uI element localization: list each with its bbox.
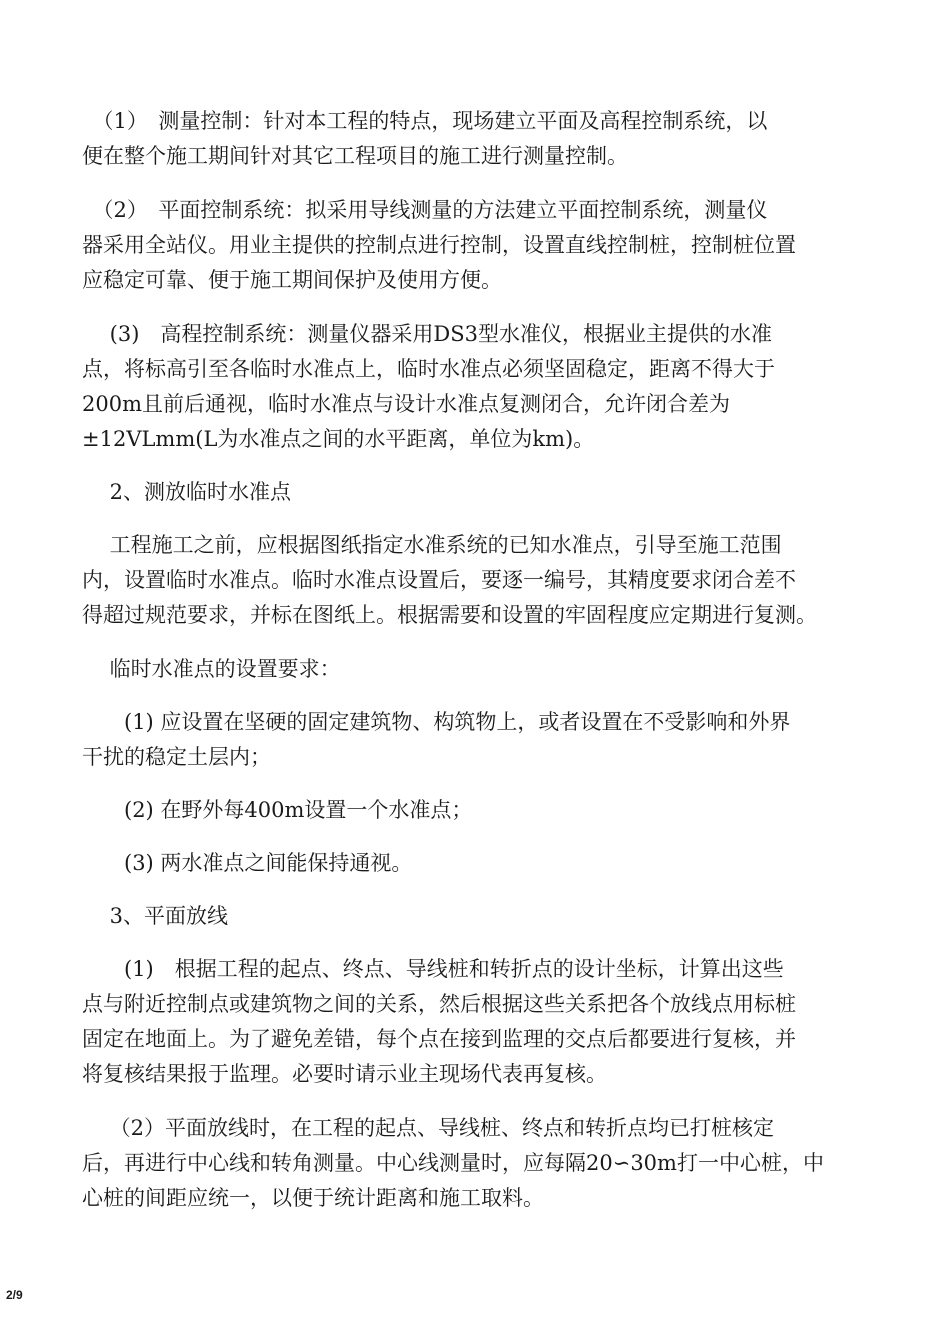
text-line: 便在整个施工期间针对其它工程项目的施工进行测量控制。 [82,144,628,168]
text-line: 器采用全站仪。用业主提供的控制点进行控制，设置直线控制桩，控制桩位置 [82,233,796,257]
paragraph-measure-control [82,104,872,174]
text-line: 点与附近控制点或建筑物之间的关系，然后根据这些关系把各个放线点用标桩 [82,992,796,1016]
text-line: (1) 应设置在坚硬的固定建筑物、构筑物上，或者设置在不受影响和外界 [82,710,791,734]
paragraph-layout-2 [82,1111,872,1216]
list-item-requirement-2 [82,793,872,828]
paragraph-elevation-control-system [82,317,872,457]
text-line: ±12VLmm(L为水准点之间的水平距离，单位为km)。 [82,427,595,451]
text-line: 工程施工之前，应根据图纸指定水准系统的已知水准点，引导至施工范围 [82,533,782,557]
text-line: 点，将标高引至各临时水准点上，临时水准点必须坚固稳定，距离不得大于 [82,357,775,381]
text-line: 将复核结果报于监理。必要时请示业主现场代表再复核。 [82,1062,607,1086]
text-line: 200m且前后通视，临时水准点与设计水准点复测闭合，允许闭合差为 [82,392,730,416]
text-line: (3) 高程控制系统：测量仪器采用DS3型水准仪，根据业主提供的水准 [82,322,773,346]
page-number: 2/9 [6,1288,23,1302]
paragraph-layout-1 [82,952,872,1092]
paragraph-plane-control-system [82,193,872,298]
text-line: 内，设置临时水准点。临时水准点设置后，要逐一编号，其精度要求闭合差不 [82,568,796,592]
text-line: 后，再进行中心线和转角测量。中心线测量时，应每隔20∽30m打一中心桩，中 [82,1151,824,1175]
text-line: (3) 两水准点之间能保持通视。 [82,851,413,875]
heading-section-2 [82,475,872,510]
section-heading: 2、测放临时水准点 [82,480,292,504]
list-item-requirement-3 [82,846,872,881]
heading-section-3 [82,899,872,934]
text-line: （1） 测量控制：针对本工程的特点，现场建立平面及高程控制系统，以 [82,109,768,133]
text-line: 心桩的间距应统一，以便于统计距离和施工取料。 [82,1186,544,1210]
text-line: (2) 在野外每400m设置一个水准点； [82,798,473,822]
text-line: 干扰的稳定土层内； [82,745,271,769]
text-line: 应稳定可靠、便于施工期间保护及使用方便。 [82,268,502,292]
list-item-requirement-1 [82,705,872,775]
text-line: (1) 根据工程的起点、终点、导线桩和转折点的设计坐标，计算出这些 [82,957,784,981]
text-line: 得超过规范要求，并标在图纸上。根据需要和设置的牢固程度应定期进行复测。 [82,603,817,627]
paragraph-temp-benchmark-intro [82,528,872,633]
text-line: 固定在地面上。为了避免差错，每个点在接到监理的交点后都要进行复核，并 [82,1027,796,1051]
paragraph-temp-benchmark-requirements [82,652,872,687]
section-heading: 3、平面放线 [82,904,229,928]
text-line: 临时水准点的设置要求： [82,657,341,681]
text-line: （2） 平面控制系统：拟采用导线测量的方法建立平面控制系统，测量仪 [82,198,768,222]
text-line: （2）平面放线时，在工程的起点、导线桩、终点和转折点均已打桩核定 [82,1116,775,1140]
